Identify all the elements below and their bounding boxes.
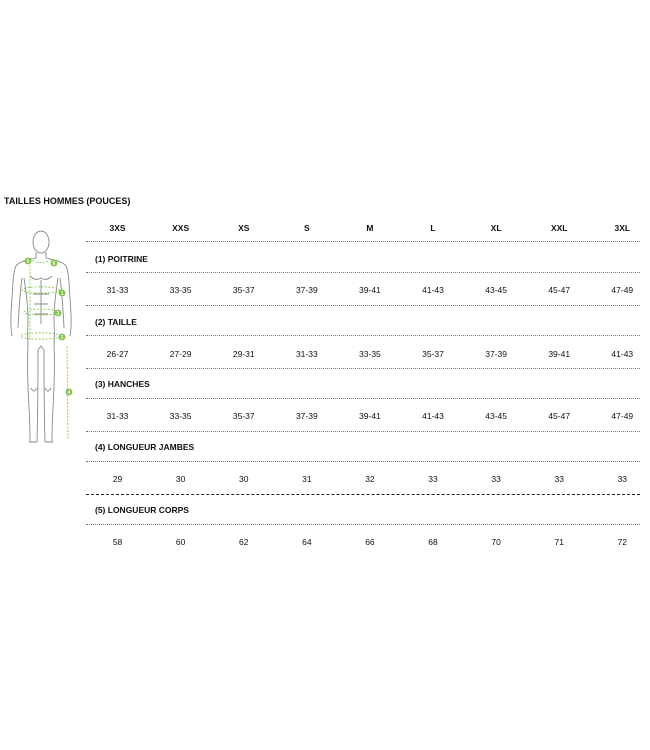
table-cell: 33 xyxy=(491,474,501,484)
divider xyxy=(86,241,640,242)
divider xyxy=(86,524,640,525)
size-header: XXS xyxy=(172,223,190,233)
table-row xyxy=(86,473,650,485)
table-cell: 41-43 xyxy=(611,349,634,359)
svg-text:4: 4 xyxy=(67,389,71,396)
marker-1-icon xyxy=(59,290,66,297)
size-header: XL xyxy=(490,223,502,233)
table-row xyxy=(86,410,650,422)
section-label-longueur-jambes: (4) LONGUEUR JAMBES xyxy=(95,442,195,452)
body-measurement-figure xyxy=(0,228,82,446)
divider xyxy=(86,431,640,432)
table-cell: 72 xyxy=(617,537,628,547)
marker-2-icon xyxy=(55,310,62,317)
size-header: 3XS xyxy=(109,223,126,233)
divider xyxy=(86,368,640,369)
table-cell: 33-35 xyxy=(169,411,192,421)
chart-title: TAILLES HOMMES (POUCES) xyxy=(4,196,131,206)
table-cell: 31 xyxy=(302,474,312,484)
table-cell: 45-47 xyxy=(548,285,571,295)
table-cell: 32 xyxy=(365,474,375,484)
divider xyxy=(86,305,640,306)
marker-3-icon xyxy=(59,334,66,341)
table-cell: 35-37 xyxy=(422,349,444,359)
size-header: L xyxy=(430,223,436,233)
table-cell: 29-31 xyxy=(232,349,255,359)
table-cell: 43-45 xyxy=(485,285,507,295)
size-header: 3XL xyxy=(614,223,631,233)
svg-text:3: 3 xyxy=(60,334,64,341)
size-header: M xyxy=(366,223,374,233)
table-cell: 66 xyxy=(365,537,375,547)
table-cell: 41-43 xyxy=(422,285,444,295)
table-cell: 64 xyxy=(302,537,312,547)
table-cell: 35-37 xyxy=(232,411,255,421)
table-cell: 62 xyxy=(239,537,249,547)
divider xyxy=(86,494,640,495)
table-cell: 68 xyxy=(428,537,438,547)
svg-text:5: 5 xyxy=(26,258,30,265)
table-cell: 31-33 xyxy=(106,411,129,421)
table-row xyxy=(86,284,650,296)
table-cell: 33 xyxy=(617,474,628,484)
table-cell: 41-43 xyxy=(422,411,444,421)
section-label-longueur-corps: (5) LONGUEUR CORPS xyxy=(95,505,189,515)
size-header-row xyxy=(86,222,650,234)
table-cell: 31-33 xyxy=(295,349,318,359)
table-cell: 33-35 xyxy=(169,285,192,295)
divider xyxy=(86,461,640,462)
marker-6-icon xyxy=(51,260,58,267)
size-header: XS xyxy=(238,223,250,233)
table-cell: 39-41 xyxy=(548,349,571,359)
table-cell: 29 xyxy=(112,474,123,484)
table-cell: 70 xyxy=(491,537,501,547)
table-cell: 58 xyxy=(112,537,123,547)
table-cell: 30 xyxy=(239,474,249,484)
section-label-hanches: (3) HANCHES xyxy=(95,379,150,389)
table-cell: 33 xyxy=(428,474,438,484)
divider xyxy=(86,398,640,399)
table-cell: 71 xyxy=(554,537,564,547)
table-cell: 33 xyxy=(554,474,564,484)
section-label-taille: (2) TAILLE xyxy=(95,317,137,327)
divider xyxy=(86,335,640,336)
svg-text:2: 2 xyxy=(56,310,60,317)
svg-text:1: 1 xyxy=(60,290,64,297)
table-cell: 27-29 xyxy=(169,349,192,359)
table-row xyxy=(86,536,650,548)
table-cell: 45-47 xyxy=(548,411,571,421)
table-row xyxy=(86,348,650,360)
table-cell: 33-35 xyxy=(359,349,381,359)
marker-4-icon xyxy=(66,389,73,396)
table-cell: 35-37 xyxy=(232,285,255,295)
table-cell: 26-27 xyxy=(106,349,129,359)
table-cell: 47-49 xyxy=(611,285,634,295)
size-header: XXL xyxy=(550,223,568,233)
svg-text:6: 6 xyxy=(52,260,56,267)
section-label-poitrine: (1) POITRINE xyxy=(95,254,148,264)
table-cell: 37-39 xyxy=(295,285,318,295)
table-cell: 39-41 xyxy=(359,285,381,295)
table-cell: 37-39 xyxy=(485,349,507,359)
table-cell: 31-33 xyxy=(106,285,129,295)
table-cell: 39-41 xyxy=(359,411,381,421)
table-cell: 30 xyxy=(175,474,186,484)
divider xyxy=(86,272,640,273)
marker-5-icon xyxy=(25,258,32,265)
table-cell: 37-39 xyxy=(295,411,318,421)
size-header: S xyxy=(303,223,310,233)
table-cell: 47-49 xyxy=(611,411,634,421)
table-cell: 43-45 xyxy=(485,411,507,421)
table-cell: 60 xyxy=(175,537,186,547)
